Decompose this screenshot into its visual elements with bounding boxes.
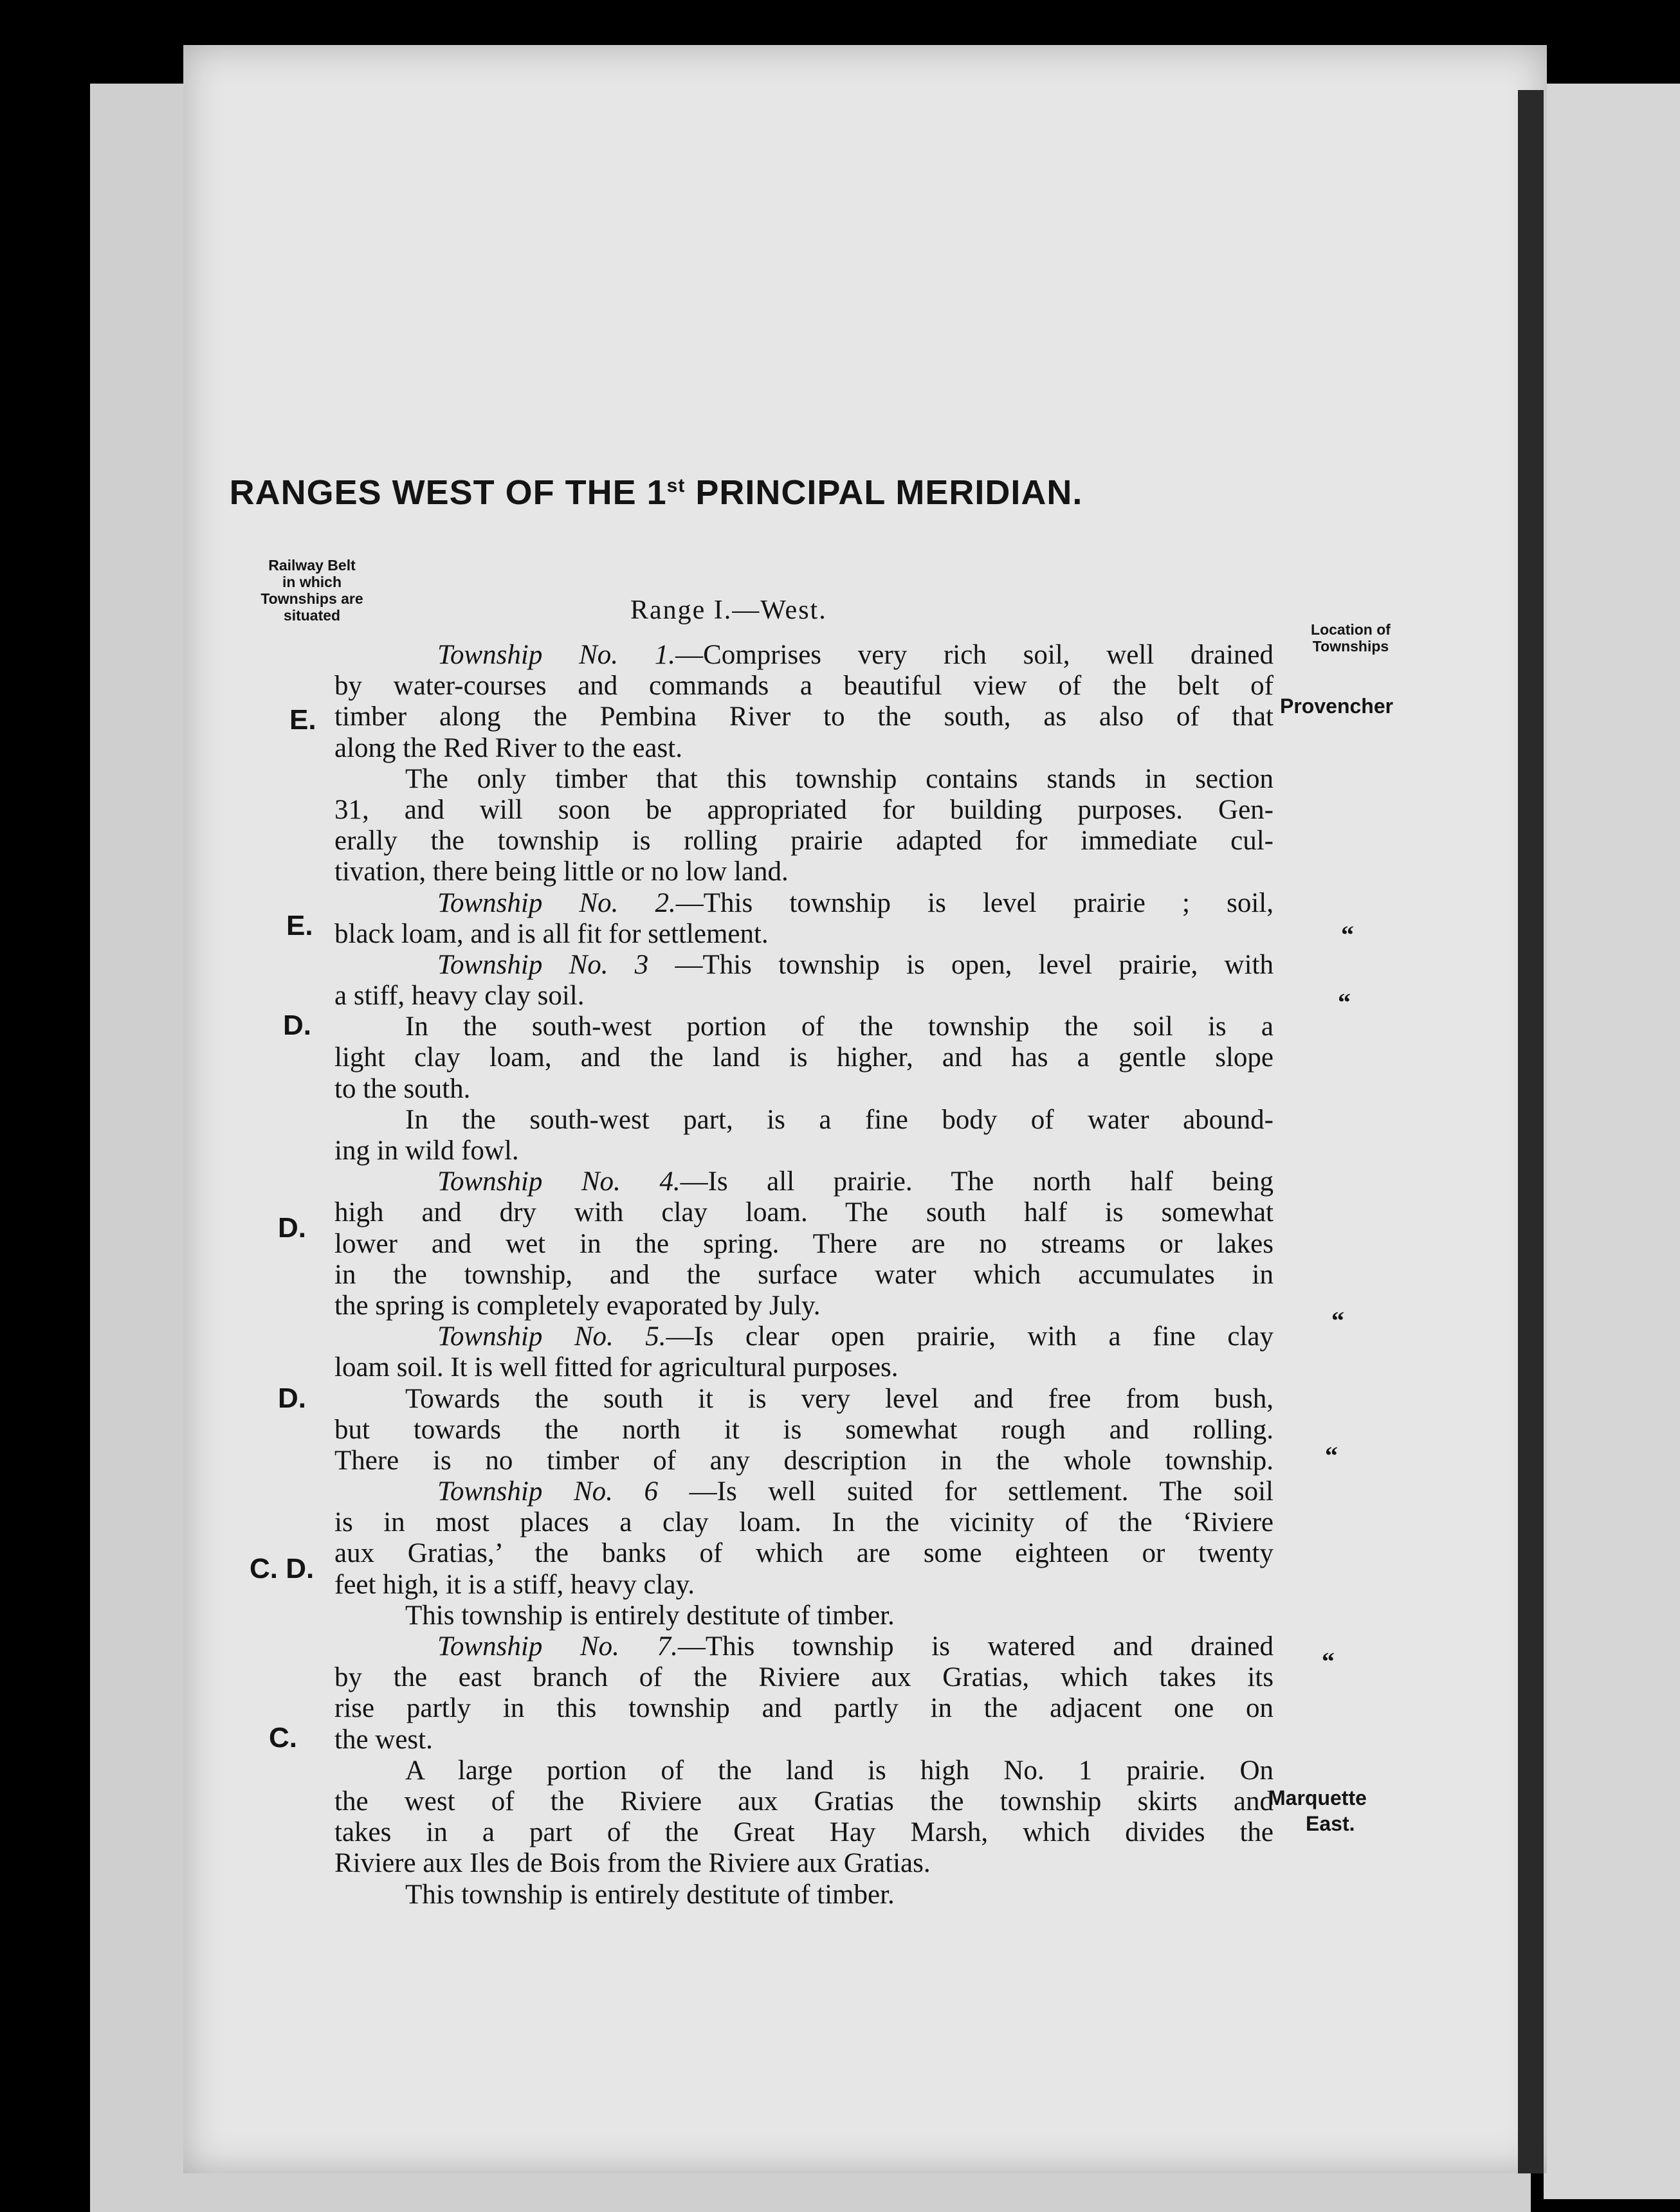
text-line: but towards the north it is somewhat rough and rolling. bbox=[334, 1414, 1274, 1445]
range-title: Range I.—West. bbox=[630, 595, 827, 625]
ditto-mark-t5: “ bbox=[1325, 1441, 1338, 1470]
text-line: Towards the south it is very level and free from bush, bbox=[405, 1383, 1274, 1414]
belt-letter-t5: D. bbox=[278, 1382, 306, 1414]
text-line: A large portion of the land is high No. 1 prairie. On bbox=[405, 1755, 1274, 1786]
text-line: black loam, and is all fit for settlement. bbox=[334, 918, 769, 949]
binding-gutter bbox=[1518, 90, 1544, 2173]
text-line: a stiff, heavy clay soil. bbox=[334, 981, 585, 1011]
text-line: Township No. 7.—This township is watered and drained bbox=[437, 1631, 1274, 1662]
text-line: the spring is completely evaporated by July. bbox=[334, 1290, 821, 1321]
location-provencher: Provencher bbox=[1280, 694, 1394, 718]
text-line: lower and wet in the spring. There are no streams or lakes bbox=[334, 1228, 1274, 1259]
text-line: timber along the Pembina River to the south, as also of that bbox=[334, 702, 1274, 732]
location-marquette-east: East. bbox=[1306, 1812, 1355, 1835]
text-line: Township No. 5.—Is clear open prairie, with a fine clay bbox=[437, 1321, 1274, 1352]
text-line: Township No. 1.—Comprises very rich soil, well drained bbox=[437, 640, 1274, 670]
text-line: the west. bbox=[334, 1724, 433, 1755]
ditto-mark-t4: “ bbox=[1331, 1306, 1344, 1335]
text-line: Riviere aux Iles de Bois from the Riviere aux Gratias. bbox=[334, 1848, 931, 1879]
body-text bbox=[334, 640, 1274, 1910]
text-line: high and dry with clay loam. The south half is somewhat bbox=[334, 1197, 1274, 1228]
text-line: the west of the Riviere aux Gratias the township skirts and bbox=[334, 1786, 1274, 1817]
belt-letter-t6: C. D. bbox=[250, 1553, 315, 1584]
text-line: Township No. 3 —This township is open, level prairie, with bbox=[437, 949, 1274, 980]
text-line: This township is entirely destitute of timber. bbox=[405, 1600, 895, 1631]
text-line: by the east branch of the Riviere aux Gratias, which takes its bbox=[334, 1662, 1274, 1693]
location-column-header: Location of Townships bbox=[1311, 621, 1391, 655]
text-line: Township No. 6 —Is well suited for settlement. The soil bbox=[437, 1476, 1274, 1507]
text-line: Township No. 2.—This township is level prairie ; soil, bbox=[437, 887, 1274, 918]
text-line: 31, and will soon be appropriated for building purposes. Gen- bbox=[334, 794, 1274, 825]
text-line: erally the township is rolling prairie adapted for immediate cul- bbox=[334, 826, 1274, 857]
text-line: to the south. bbox=[334, 1073, 471, 1104]
text-line: ing in wild fowl. bbox=[334, 1136, 519, 1166]
ditto-mark-t3: “ bbox=[1338, 988, 1351, 1017]
text-line: In the south-west portion of the township the soil is a bbox=[405, 1011, 1274, 1042]
belt-letter-t1: E. bbox=[289, 704, 316, 736]
text-line: There is no timber of any description in the whole township. bbox=[334, 1445, 1274, 1476]
text-line: rise partly in this township and partly in the adjacent one on bbox=[334, 1693, 1274, 1724]
text-line: Township No. 4.—Is all prairie. The north half being bbox=[437, 1166, 1274, 1197]
text-line: is in most places a clay loam. In the vicinity of the ‘Riviere bbox=[334, 1507, 1274, 1538]
facing-page-edge bbox=[1544, 84, 1680, 2199]
belt-letter-t7: C. bbox=[269, 1722, 297, 1754]
railway-belt-column-header: Railway Belt in which Townships are situated bbox=[260, 557, 363, 624]
text-line: The only timber that this township contains stands in section bbox=[405, 763, 1274, 794]
ditto-mark-t2: “ bbox=[1341, 920, 1354, 949]
belt-letter-t2: E. bbox=[286, 910, 313, 941]
page-heading: RANGES WEST OF THE 1st PRINCIPAL MERIDIAN. bbox=[229, 473, 1083, 512]
text-line: light clay loam, and the land is higher, and has a gentle slope bbox=[334, 1042, 1274, 1073]
text-line: by water-courses and commands a beautiful view of the belt of bbox=[334, 671, 1274, 702]
text-line: tivation, there being little or no low land. bbox=[334, 857, 789, 887]
text-line: This township is entirely destitute of timber. bbox=[405, 1879, 895, 1910]
location-marquette: Marquette bbox=[1268, 1786, 1367, 1809]
ditto-mark-t6: “ bbox=[1322, 1647, 1335, 1676]
text-line: aux Gratias,’ the banks of which are some eighteen or twenty bbox=[334, 1538, 1274, 1569]
text-line: feet high, it is a stiff, heavy clay. bbox=[334, 1569, 695, 1600]
text-line: along the Red River to the east. bbox=[334, 732, 682, 763]
text-line: takes in a part of the Great Hay Marsh, which divides the bbox=[334, 1817, 1274, 1848]
text-line: In the south-west part, is a fine body of water abound- bbox=[405, 1104, 1274, 1135]
text-line: in the township, and the surface water which accumulates in bbox=[334, 1259, 1274, 1290]
belt-letter-t4: D. bbox=[278, 1212, 306, 1244]
belt-letter-t3: D. bbox=[283, 1010, 311, 1041]
text-line: loam soil. It is well fitted for agricultural purposes. bbox=[334, 1352, 899, 1383]
